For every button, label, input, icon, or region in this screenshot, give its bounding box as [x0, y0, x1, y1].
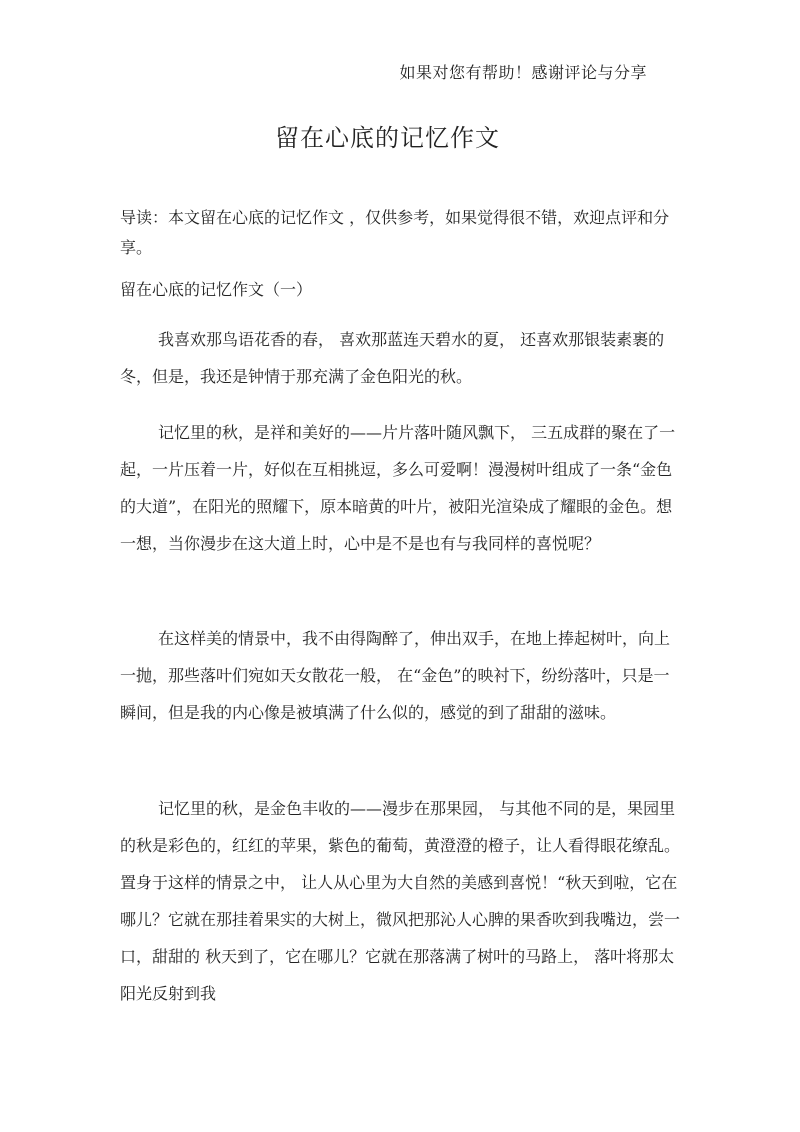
- paragraph-1: 我喜欢那鸟语花香的春， 喜欢那蓝连天碧水的夏， 还喜欢那银装素裹的冬，但是，我还是钟情于那充满了金色阳光的秋。: [120, 330, 665, 386]
- paragraph-2: 记忆里的秋，是祥和美好的——片片落叶随风飘下， 三五成群的聚在了一起，一片压着一片，好似在互相挑逗，多么可爱啊！漫漫树叶组成了一条“金色的大道”，在阳光的照耀下，原本暗黄的叶片，被阳光渲染成了耀眼的金色。想一想，当你漫步在这大道上时，心中是不是也有与我同样的喜悦呢？: [120, 423, 676, 553]
- header-note: 如果对您有帮助！感谢评论与分享: [399, 63, 647, 82]
- paragraph-4: 记忆里的秋，是金色丰收的——漫步在那果园， 与其他不同的是，果园里的秋是彩色的，红红的苹果，紫色的葡萄，黄澄澄的橙子，让人看得眼花缭乱。 置身于这样的情景之中， 让人从心里为大自然的美感到喜悦！“秋天到啦，它在哪儿？它就在那挂着果实的大树上，微风把那沁人心脾的果香吹到我嘴边，尝一口，甜甜的 秋天到了，它在哪儿？它就在那落满了树叶的马路上， 落叶将那太阳光反射到我: [120, 799, 681, 1003]
- section-heading: 留在心底的记忆作文（一）: [120, 280, 313, 299]
- intro-text: 导读：本文留在心底的记忆作文 ，仅供参考，如果觉得很不错，欢迎点评和分享。: [120, 208, 670, 257]
- page-title: 留在心底的记忆作文: [275, 124, 500, 152]
- paragraph-3: 在这样美的情景中，我不由得陶醉了，伸出双手，在地上捧起树叶，向上一抛，那些落叶们宛如天女散花一般， 在“金色”的映衬下，纷纷落叶，只是一瞬间，但是我的内心像是被填满了什么似的，感觉的到了甜甜的滋味。: [120, 629, 671, 722]
